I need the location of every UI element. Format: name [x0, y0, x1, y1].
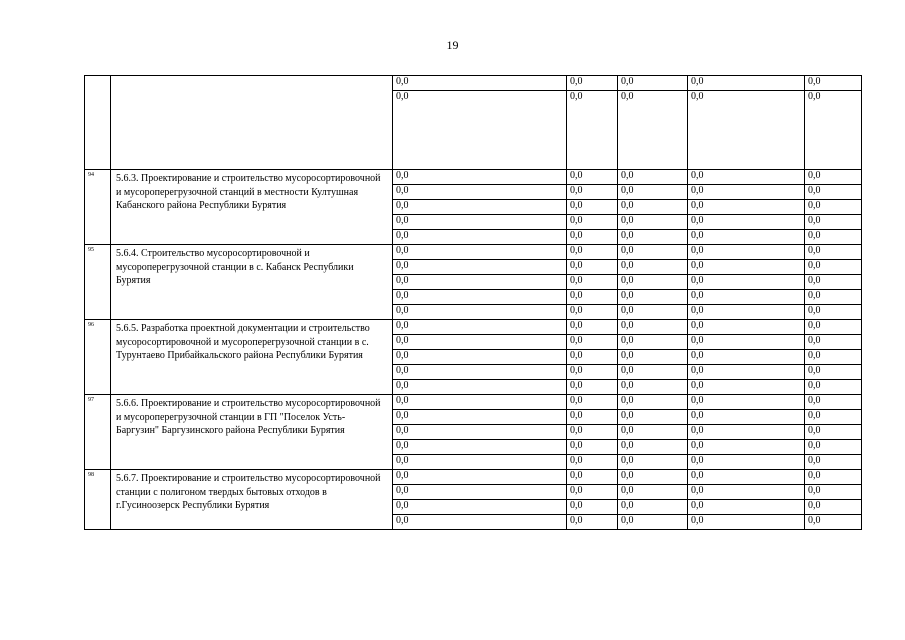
- value-cell: 0,0: [618, 515, 688, 530]
- value-cell: 0,0: [688, 350, 805, 365]
- value-cell: 0,0: [688, 260, 805, 275]
- value-cell: 0,0: [688, 395, 805, 410]
- value-cell: 0,0: [618, 455, 688, 470]
- value-cell: 0,0: [618, 170, 688, 185]
- value-cell: 0,0: [393, 485, 567, 500]
- value-cell: 0,0: [688, 91, 805, 170]
- value-cell: 0,0: [618, 395, 688, 410]
- value-cell: 0,0: [393, 76, 567, 91]
- value-cell: 0,0: [688, 470, 805, 485]
- value-cell: 0,0: [567, 485, 618, 500]
- value-cell: 0,0: [567, 395, 618, 410]
- value-cell: 0,0: [567, 230, 618, 245]
- value-cell: 0,0: [393, 470, 567, 485]
- value-cell: 0,0: [393, 410, 567, 425]
- value-cell: 0,0: [688, 365, 805, 380]
- table-row: [85, 170, 862, 185]
- value-cell: 0,0: [567, 440, 618, 455]
- value-cell: 0,0: [567, 76, 618, 91]
- value-cell: 0,0: [805, 185, 862, 200]
- value-cell: 0,0: [688, 215, 805, 230]
- description-cell: 5.6.3. Проектирование и строительство мусоросортировочной и мусороперегрузочной станций в местности Култушная Кабанского района Республики Бурятия: [111, 170, 393, 245]
- value-cell: 0,0: [805, 170, 862, 185]
- value-cell: 0,0: [805, 320, 862, 335]
- row-number-cell: 94: [85, 170, 111, 245]
- value-cell: 0,0: [393, 515, 567, 530]
- value-cell: 0,0: [618, 350, 688, 365]
- description-cell: 5.6.4. Строительство мусоросортировочной и мусороперегрузочной станции в с. Кабанск Республики Бурятия: [111, 245, 393, 320]
- value-cell: 0,0: [393, 215, 567, 230]
- value-cell: 0,0: [805, 425, 862, 440]
- value-cell: 0,0: [393, 260, 567, 275]
- value-cell: 0,0: [393, 455, 567, 470]
- value-cell: 0,0: [393, 425, 567, 440]
- value-cell: 0,0: [805, 500, 862, 515]
- value-cell: 0,0: [567, 185, 618, 200]
- value-cell: 0,0: [618, 215, 688, 230]
- value-cell: 0,0: [805, 365, 862, 380]
- value-cell: 0,0: [805, 76, 862, 91]
- table-row: [85, 320, 862, 335]
- value-cell: 0,0: [393, 91, 567, 170]
- table-row: [85, 470, 862, 485]
- program-table: [84, 75, 862, 530]
- value-cell: 0,0: [567, 320, 618, 335]
- value-cell: 0,0: [688, 335, 805, 350]
- value-cell: 0,0: [618, 275, 688, 290]
- value-cell: 0,0: [688, 485, 805, 500]
- value-cell: 0,0: [618, 200, 688, 215]
- value-cell: 0,0: [567, 350, 618, 365]
- value-cell: 0,0: [393, 440, 567, 455]
- value-cell: 0,0: [567, 200, 618, 215]
- value-cell: 0,0: [567, 305, 618, 320]
- value-cell: 0,0: [393, 305, 567, 320]
- value-cell: 0,0: [805, 335, 862, 350]
- value-cell: 0,0: [618, 91, 688, 170]
- value-cell: 0,0: [805, 395, 862, 410]
- value-cell: 0,0: [618, 245, 688, 260]
- value-cell: 0,0: [618, 380, 688, 395]
- value-cell: 0,0: [688, 230, 805, 245]
- value-cell: 0,0: [688, 515, 805, 530]
- value-cell: 0,0: [618, 260, 688, 275]
- value-cell: 0,0: [393, 380, 567, 395]
- value-cell: 0,0: [618, 410, 688, 425]
- value-cell: 0,0: [805, 485, 862, 500]
- value-cell: 0,0: [567, 245, 618, 260]
- value-cell: 0,0: [393, 275, 567, 290]
- value-cell: 0,0: [567, 335, 618, 350]
- value-cell: 0,0: [618, 185, 688, 200]
- value-cell: 0,0: [618, 76, 688, 91]
- value-cell: 0,0: [567, 380, 618, 395]
- value-cell: 0,0: [688, 275, 805, 290]
- value-cell: 0,0: [567, 425, 618, 440]
- value-cell: 0,0: [567, 500, 618, 515]
- row-number-cell: [85, 76, 111, 170]
- value-cell: 0,0: [805, 455, 862, 470]
- value-cell: 0,0: [393, 170, 567, 185]
- value-cell: 0,0: [618, 365, 688, 380]
- value-cell: 0,0: [618, 470, 688, 485]
- value-cell: 0,0: [688, 425, 805, 440]
- value-cell: 0,0: [567, 275, 618, 290]
- row-number-cell: 96: [85, 320, 111, 395]
- value-cell: 0,0: [805, 410, 862, 425]
- value-cell: 0,0: [393, 230, 567, 245]
- value-cell: 0,0: [688, 500, 805, 515]
- description-cell: 5.6.5. Разработка проектной документации и строительство мусоросортировочной и мусороперегрузочной станции в с. Турунтаево Прибайкальского района Республики Бурятия: [111, 320, 393, 395]
- value-cell: 0,0: [567, 215, 618, 230]
- value-cell: 0,0: [805, 245, 862, 260]
- value-cell: 0,0: [618, 290, 688, 305]
- value-cell: 0,0: [393, 245, 567, 260]
- row-number-cell: 95: [85, 245, 111, 320]
- value-cell: 0,0: [567, 290, 618, 305]
- value-cell: 0,0: [688, 185, 805, 200]
- description-cell: 5.6.6. Проектирование и строительство мусоросортировочной и мусороперегрузочной станции в ГП "Поселок Усть-Баргузин" Баргузинского района Республики Бурятия: [111, 395, 393, 470]
- value-cell: 0,0: [393, 320, 567, 335]
- value-cell: 0,0: [393, 335, 567, 350]
- value-cell: 0,0: [567, 365, 618, 380]
- value-cell: 0,0: [618, 305, 688, 320]
- value-cell: 0,0: [805, 230, 862, 245]
- value-cell: 0,0: [393, 350, 567, 365]
- table-body: [85, 76, 862, 530]
- value-cell: 0,0: [567, 515, 618, 530]
- value-cell: 0,0: [393, 290, 567, 305]
- table-row: [85, 395, 862, 410]
- value-cell: 0,0: [805, 215, 862, 230]
- value-cell: 0,0: [618, 320, 688, 335]
- row-number-cell: 98: [85, 470, 111, 530]
- description-cell: [111, 76, 393, 170]
- value-cell: 0,0: [567, 91, 618, 170]
- value-cell: 0,0: [805, 200, 862, 215]
- value-cell: 0,0: [688, 410, 805, 425]
- value-cell: 0,0: [567, 470, 618, 485]
- table-row: [85, 245, 862, 260]
- value-cell: 0,0: [805, 350, 862, 365]
- value-cell: 0,0: [393, 200, 567, 215]
- value-cell: 0,0: [618, 425, 688, 440]
- value-cell: 0,0: [393, 185, 567, 200]
- value-cell: 0,0: [805, 470, 862, 485]
- value-cell: 0,0: [805, 260, 862, 275]
- value-cell: 0,0: [567, 260, 618, 275]
- page-number: 19: [446, 38, 459, 52]
- value-cell: 0,0: [618, 485, 688, 500]
- description-cell: 5.6.7. Проектирование и строительство мусоросортировочной станции с полигоном твердых бытовых отходов в г.Гусиноозерск Республики Бурятия: [111, 470, 393, 530]
- value-cell: 0,0: [805, 380, 862, 395]
- value-cell: 0,0: [567, 455, 618, 470]
- value-cell: 0,0: [618, 440, 688, 455]
- value-cell: 0,0: [688, 290, 805, 305]
- value-cell: 0,0: [805, 515, 862, 530]
- value-cell: 0,0: [567, 170, 618, 185]
- value-cell: 0,0: [688, 76, 805, 91]
- value-cell: 0,0: [688, 170, 805, 185]
- value-cell: 0,0: [688, 380, 805, 395]
- row-number-cell: 97: [85, 395, 111, 470]
- value-cell: 0,0: [567, 410, 618, 425]
- value-cell: 0,0: [805, 290, 862, 305]
- value-cell: 0,0: [805, 440, 862, 455]
- table-row: [85, 76, 862, 91]
- value-cell: 0,0: [688, 320, 805, 335]
- value-cell: 0,0: [688, 245, 805, 260]
- value-cell: 0,0: [618, 335, 688, 350]
- value-cell: 0,0: [805, 91, 862, 170]
- value-cell: 0,0: [688, 200, 805, 215]
- value-cell: 0,0: [688, 455, 805, 470]
- value-cell: 0,0: [393, 395, 567, 410]
- value-cell: 0,0: [688, 440, 805, 455]
- value-cell: 0,0: [393, 500, 567, 515]
- value-cell: 0,0: [618, 230, 688, 245]
- value-cell: 0,0: [393, 365, 567, 380]
- value-cell: 0,0: [618, 500, 688, 515]
- value-cell: 0,0: [805, 275, 862, 290]
- value-cell: 0,0: [688, 305, 805, 320]
- value-cell: 0,0: [805, 305, 862, 320]
